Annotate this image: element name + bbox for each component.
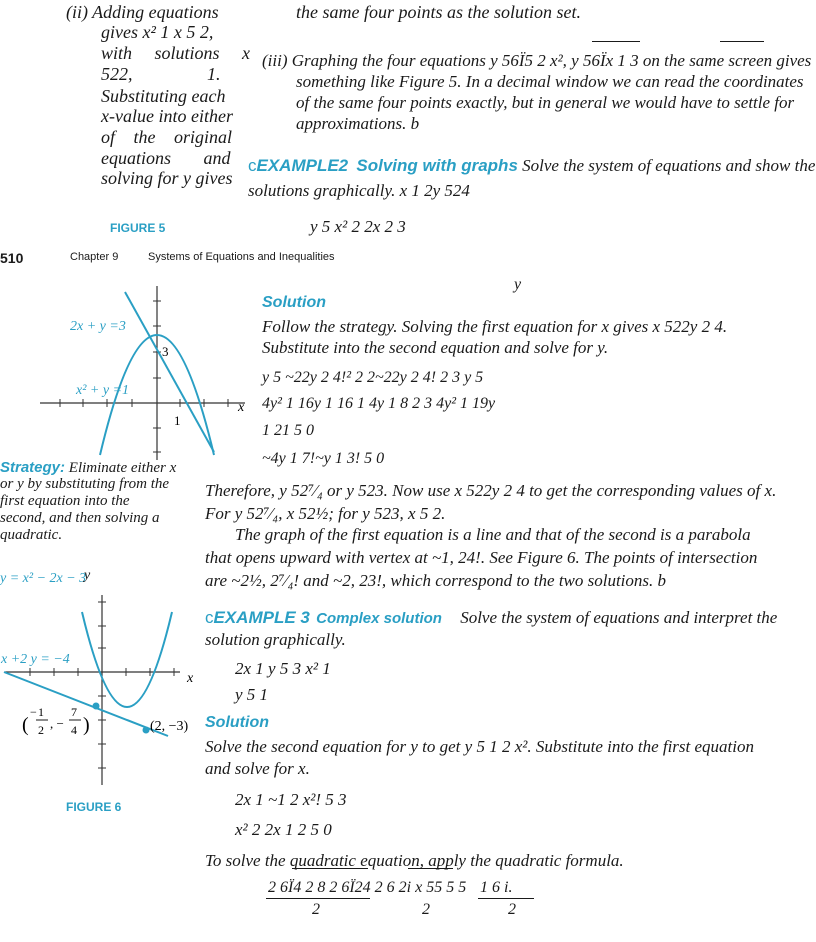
item-iii-line: approximations. b (296, 114, 420, 133)
example2-heading (248, 156, 815, 176)
figure6-point-label: (2, −3) (150, 719, 189, 734)
chapter-label: Chapter 9 (70, 251, 119, 263)
intersection-point (143, 727, 150, 734)
top-left-line: equations and (101, 148, 231, 168)
example-marker: c (205, 608, 214, 627)
svg-text:−: − (30, 705, 37, 719)
formula-numerator: 2 6Ï4 2 8 2 6Ï24 2 6 2i x 55 5 5 (268, 879, 467, 896)
solution-equation: y 5 ~22y 2 4!² 2 2~22y 2 4! 2 3 y 5 (262, 369, 484, 386)
example-title: Solving with graphs (356, 156, 518, 175)
solution-heading: Solution (205, 714, 269, 731)
item-iii-line: of the same four points exactly, but in general we would have to settle for (296, 93, 795, 112)
solution-text: Therefore, y 52⁷⁄₄ or y 523. Now use x 522y 2 4 to get the corresponding values of x. (205, 481, 777, 500)
strategy-line: first equation into the (0, 493, 130, 509)
example-title: Complex solution (316, 610, 442, 627)
page-number: 510 (0, 250, 24, 266)
solution-equation: 1 21 5 0 (262, 422, 314, 439)
top-left-line: with solutions x (101, 43, 251, 63)
top-left-line: x-value into either (101, 106, 233, 126)
strategy-line: Eliminate either x (68, 460, 177, 476)
figure6-graph (0, 590, 205, 790)
top-left-line: gives x² 1 x 5 2, (101, 22, 214, 42)
figure6-caption: FIGURE 6 (66, 800, 122, 814)
formula-denominator: 2 (422, 901, 430, 918)
figure5-circle-label: x² + y =1 (76, 383, 130, 398)
svg-text:7: 7 (71, 705, 77, 719)
top-left-line: of the original (101, 127, 232, 147)
figure6-point1-label (22, 705, 90, 737)
example3-equation: y 5 1 (235, 685, 269, 704)
intersection-point (93, 703, 100, 710)
overbar (592, 41, 640, 42)
svg-text:2: 2 (38, 723, 44, 737)
figure6-line-label: x +2 y = −4 (1, 652, 70, 667)
strategy-line: second, and then solving a (0, 510, 160, 526)
svg-text:4: 4 (71, 723, 77, 737)
svg-text:1: 1 (38, 705, 44, 719)
top-left-line: Substituting each (101, 86, 226, 106)
solution-equation: 4y² 1 16y 1 16 1 4y 1 8 2 3 4y² 1 19y (262, 395, 496, 412)
figure5-graph (0, 280, 255, 470)
figure5-line-label: 2x + y =3 (70, 319, 126, 334)
fraction-bar (478, 898, 534, 899)
chapter-title: Systems of Equations and Inequalities (148, 251, 335, 263)
overbar (292, 868, 368, 869)
item-iii-line: something like Figure 5. In a decimal window we can read the coordinates (296, 72, 804, 91)
figure5-line (125, 292, 214, 452)
overbar (720, 41, 764, 42)
item-iii-line: (iii) Graphing the four equations y 56Ï5 2 x², y 56Ïx 1 3 on the same screen gives (262, 51, 812, 70)
solution-text: that opens upward with vertex at ~1, 24!. See Figure 6. The points of intersection (205, 548, 758, 567)
strategy-note (0, 459, 176, 477)
figure5-caption: FIGURE 5 (110, 221, 166, 235)
example-text: Solve the system of equations and interpret the (460, 608, 778, 627)
example-text: Solve the system of equations and show the (522, 156, 816, 175)
solution-equation: x² 2 2x 1 2 5 0 (235, 820, 332, 839)
solution-equation: ~4y 1 7!~y 1 3! 5 0 (262, 450, 385, 467)
strategy-line: or y by substituting from the (0, 476, 170, 492)
figure6-y-label: y (84, 568, 91, 583)
figure6-x-label: x (187, 671, 194, 686)
graph-y-label: y (514, 276, 522, 293)
formula-denominator: 2 (508, 901, 516, 918)
example-marker: c (248, 156, 257, 175)
solution-text: are ~2½, 2⁷⁄₄! and ~2, 23!, which correspond to the two solutions. b (205, 571, 667, 590)
solution-text: Follow the strategy. Solving the first equation for x gives x 522y 2 4. (262, 317, 728, 336)
solution-text: Solve the second equation for y to get y 5 1 2 x². Substitute into the first equation (205, 737, 755, 756)
solution-equation: 2x 1 ~1 2 x²! 5 3 (235, 790, 347, 809)
solution-text: and solve for x. (205, 759, 310, 778)
example-label: EXAMPLE 3 (213, 608, 310, 627)
svg-text:, −: , − (50, 716, 64, 731)
overbar (408, 868, 453, 869)
solution-text: For y 52⁷⁄₄, x 52½; for y 523, x 5 2. (205, 504, 446, 523)
example3-equation: 2x 1 y 5 3 x² 1 (235, 659, 331, 678)
solution-text: To solve the quadratic equation, apply the quadratic formula. (205, 851, 624, 870)
example3-text2: solution graphically. (205, 630, 346, 649)
figure5-x-label: x (238, 400, 245, 415)
solution-text: The graph of the first equation is a line and that of the second is a parabola (235, 525, 751, 544)
figure6-parabola-label: y = x² − 2x − 3 (0, 571, 87, 586)
example2-eq2: y 5 x² 2 2x 2 3 (310, 217, 406, 236)
figure6-parabola (82, 612, 172, 707)
example2-text2: solutions graphically. x 1 2y 524 (248, 181, 470, 200)
example3-heading (205, 608, 777, 628)
strategy-label: Strategy: (0, 459, 66, 476)
figure5-tick-label: 1 (174, 413, 181, 428)
fraction-bar (266, 898, 370, 899)
example-label: EXAMPLE2 (256, 156, 349, 175)
top-left-line: 522, 1. (101, 64, 221, 84)
figure5-tick-label: 3 (162, 344, 169, 359)
solution-heading: Solution (262, 294, 326, 311)
top-left-line: (ii) Adding equations (66, 2, 219, 22)
svg-text:): ) (83, 714, 90, 736)
formula-result: 1 6 i. (480, 879, 513, 896)
svg-text:(: ( (22, 714, 29, 736)
top-right-line: the same four points as the solution set. (296, 2, 581, 22)
solution-text: Substitute into the second equation and solve for y. (262, 338, 609, 357)
top-left-line: solving for y gives (101, 168, 233, 188)
formula-denominator: 2 (312, 901, 320, 918)
strategy-line: quadratic. (0, 527, 63, 543)
